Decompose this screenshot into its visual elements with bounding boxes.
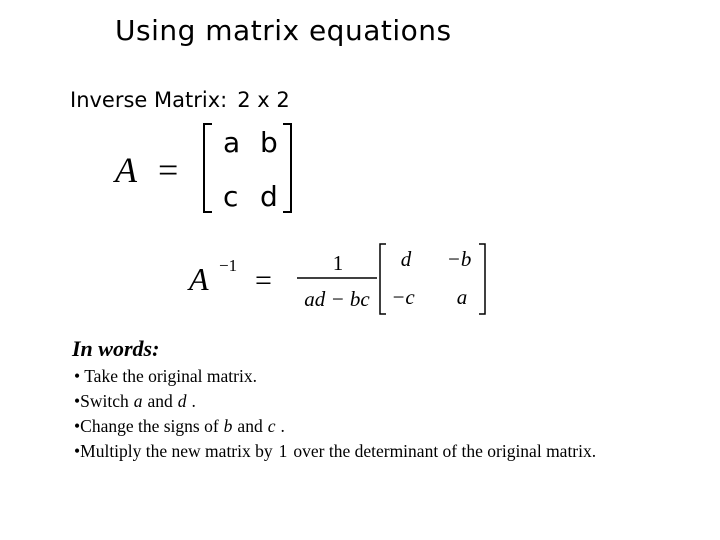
instruction-list (74, 364, 596, 464)
number-one: 1 (278, 441, 288, 461)
variable-a: a (133, 391, 143, 411)
bullet-text: Multiply the new matrix by (80, 441, 273, 461)
list-item (74, 364, 596, 389)
inverse-superscript: −1 (219, 256, 238, 275)
inverse-matrix-formula (185, 238, 505, 322)
bullet-glyph: • (74, 416, 81, 436)
in-words-heading: In words: (72, 336, 160, 361)
list-item (74, 414, 596, 439)
matrix-a-name: A (115, 150, 137, 190)
inverse-right-bracket (479, 244, 485, 314)
matrix-a-equation (110, 118, 310, 218)
matrix-a-equals: = (158, 150, 179, 190)
fraction-numerator: 1 (332, 251, 344, 275)
inverse-entry-22: a (456, 285, 468, 309)
list-item (74, 389, 596, 414)
inverse-left-bracket (380, 244, 386, 314)
matrix-a-entry-22: d (260, 180, 278, 213)
bullet-text-and: and (147, 391, 173, 411)
matrix-a-entry-21: c (223, 180, 239, 213)
inverse-entry-12: −b (446, 247, 472, 271)
inverse-entry-21: −c (391, 285, 415, 309)
bullet-period: . (280, 416, 285, 436)
variable-b: b (223, 416, 233, 436)
bullet-text: Switch (80, 391, 129, 411)
fraction-denominator: ad − bc (304, 287, 370, 311)
inverse-name: A (189, 261, 209, 297)
matrix-a-left-bracket (204, 124, 212, 212)
matrix-a-entry-11: a (223, 126, 241, 159)
variable-d: d (177, 391, 187, 411)
subtitle (70, 88, 290, 112)
subtitle-label: Inverse Matrix: (70, 88, 228, 112)
bullet-text: Change the signs of (80, 416, 219, 436)
bullet-glyph: • (74, 366, 81, 386)
bullet-text-and: and (237, 416, 263, 436)
subtitle-dimension: 2 x 2 (237, 88, 290, 112)
slide-title: Using matrix equations (115, 14, 452, 47)
inverse-equals: = (255, 264, 272, 297)
matrix-a-right-bracket (283, 124, 291, 212)
bullet-glyph: • (74, 441, 81, 461)
matrix-a-entry-12: b (260, 126, 278, 159)
bullet-glyph: • (74, 391, 81, 411)
variable-c: c (267, 416, 276, 436)
list-item (74, 439, 596, 464)
bullet-text: Take the original matrix. (84, 366, 257, 386)
bullet-period: . (191, 391, 196, 411)
inverse-entry-11: d (400, 247, 412, 271)
bullet-text-end: over the determinant of the original matrix. (293, 441, 597, 461)
